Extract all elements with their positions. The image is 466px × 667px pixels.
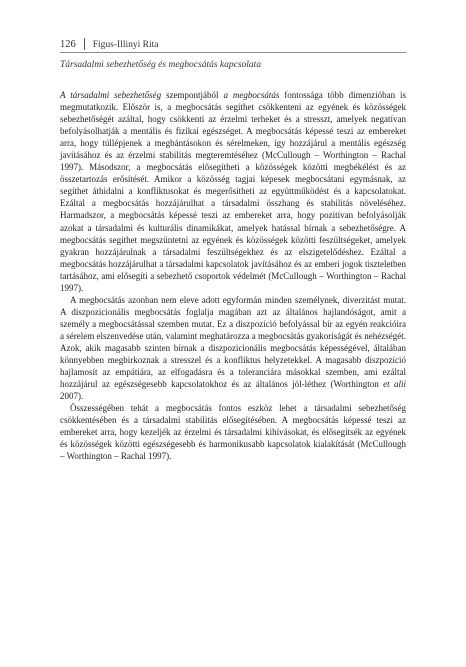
paragraph-1-text-1: szempontjából [161,90,224,100]
header-separator [84,38,85,50]
page-number: 126 [60,39,76,50]
paragraph-2-text-2: 2007). [60,391,84,402]
paragraph-1-text-2: fontossága több dimenzióban is megmutatkozik. Először is, a megbocsátás segíthet csökkenteni az egyének és közösségek sebezhetőségét azáltal, hogy csökkenti az érzelmi terheket és a stresszt, amelyek negatívan befolyásolhatják a mentális és fizikai egészséget. A megbocsátás képessé teszi az embereket arra, hogy túllépjenek a megbántásokon és sérelmeken, így hozzájárul a mentális egészség javításához és az érzelmi stabilitás megteremtéséhez (McCullough – Worthington – Rachal 1997). Másodszor, a megbocsátás elősegítheti a közösségek közötti megbékélést és az összetartozás erősítését. Amikor a közösség tagjai képesek megbocsátani egymásnak, az segíthet áthidalni a konfliktusokat és megerősítheti az együttműködést és a kapcsolatokat. Ezáltal a megbocsátás hozzájárulhat a társadalmi összhang és stabilitás növeléséhez. Harmadszor, a megbocsátás képessé teszi az embereket arra, hogy pozitívan befolyásolják azokat a társadalmi és kulturális dinamikákat, amelyek hatással bírnak a sebezhetőségre. A megbocsátás segíthet megszüntetni az egyének és közösségek közötti feszültségeket, amelyek gyakran hozzájárulnak a társadalmi feszültségekhez és az elszigetelődéshez. Ezáltal a megbocsátás hozzájárulhat a társadalmi kapcsolatok javításához és az emberi jogok tiszteletben tartásához, ami elősegíti a sebezhető csoportok védelmét (McCullough – Worthington – Rachal 1997). [60,90,406,293]
section-title: Társadalmi sebezhetőség és megbocsátás kapcsolata [60,60,262,70]
paragraph-2-text-1: A megbocsátás azonban nem eleve adott egyformán minden személynek, diverzitást mutat. A diszpozicionális megbocsátás foglalja magában azt az általános hajlandóságot, amit a személy a megbocsátással szemben mutat. Ez a diszpozíció befolyással bír az egyén reakcióira a sérelem elszenvedése után, valamint meghatározza a megbocsátás gyakoriságát és nehézségét. Azok, akik magasabb szinten bírnak a diszpozicionális megbocsátás képességével, általában könnyebben megbirkoznak a stresszel és a konfliktus helyzetekkel. A magasabb diszpozíció hajlamosít az empátiára, az elfogadásra és a toleranciára másokkal szemben, ami ezáltal hozzájárul az egészségesebb kapcsolatokhoz és az általános jól-léthez (Worthington [60,294,406,390]
body-text [60,89,406,462]
paragraph-1 [60,89,406,294]
running-header-author: Figus-Illinyi Rita [92,40,159,50]
running-header [60,36,406,50]
header-rule [60,52,406,53]
paragraph-2-emphasis: et alii [383,379,406,390]
paragraph-3-text: Összességében tehát a megbocsátás fontos eszköz lehet a társadalmi sebezhetőség csökkentésében és a társadalmi stabilitás elősegítésében. A megbocsátás képessé teszi az embereket arra, hogy kezeljék az érzelmi és társadalmi kihívásokat, és elősegítsék az egyének és közösségek közötti egészségesebb és harmonikusabb kapcsolatok kialakítását (McCullough – Worthington – Rachal 1997). [60,403,406,462]
paragraph-2 [60,294,406,402]
paragraph-1-emphasis-2: a megbocsátás [223,90,280,100]
paragraph-3 [60,402,406,462]
paragraph-1-emphasis-1: A társadalmi sebezhetőség [60,90,162,100]
